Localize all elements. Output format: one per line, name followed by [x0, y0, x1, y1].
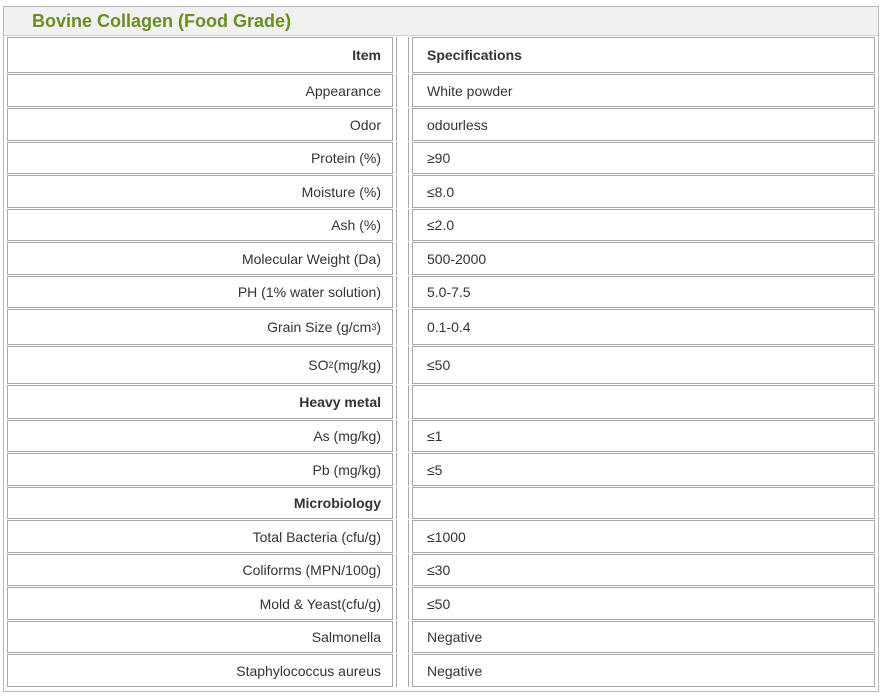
column-gap — [396, 385, 409, 419]
table-row — [0, 621, 885, 653]
row-spec: ≤8.0 — [412, 175, 875, 208]
row-item: Appearance — [7, 74, 393, 107]
section-row — [0, 385, 885, 419]
row-spec: 500-2000 — [412, 242, 875, 275]
table-row — [0, 276, 885, 308]
table-row — [0, 242, 885, 275]
section-row — [0, 487, 885, 519]
table-row — [0, 175, 885, 208]
row-item-text-end: (mg/kg) — [333, 357, 381, 373]
row-item: Moisture (%) — [7, 175, 393, 208]
table-row — [0, 309, 885, 345]
table-row — [0, 554, 885, 586]
table-row — [0, 142, 885, 174]
row-item: Odor — [7, 108, 393, 141]
column-gap — [396, 142, 409, 174]
row-item: Molecular Weight (Da) — [7, 242, 393, 275]
column-gap — [396, 420, 409, 452]
table-row — [0, 74, 885, 107]
section-heading: Microbiology — [7, 487, 393, 519]
row-item: Pb (mg/kg) — [7, 453, 393, 486]
column-gap — [396, 554, 409, 586]
row-spec: ≤50 — [412, 346, 875, 384]
row-spec: ≤5 — [412, 453, 875, 486]
row-spec: ≤30 — [412, 554, 875, 586]
row-item-text: SO — [308, 357, 329, 373]
row-spec: ≤1 — [412, 420, 875, 452]
row-spec: ≥90 — [412, 142, 875, 174]
row-item-text-end: ) — [376, 319, 381, 335]
row-item: Staphylococcus aureus — [7, 654, 393, 687]
column-gap — [396, 242, 409, 275]
row-spec: Negative — [412, 654, 875, 687]
column-gap — [396, 487, 409, 519]
column-gap — [396, 276, 409, 308]
column-gap — [396, 346, 409, 384]
table-row — [0, 520, 885, 553]
column-gap — [396, 108, 409, 141]
row-spec: 0.1-0.4 — [412, 309, 875, 345]
row-spec: ≤2.0 — [412, 209, 875, 241]
row-spec: 5.0-7.5 — [412, 276, 875, 308]
row-spec: ≤1000 — [412, 520, 875, 553]
section-heading: Heavy metal — [7, 385, 393, 419]
table-row — [0, 587, 885, 620]
column-gap — [396, 37, 409, 73]
row-item: Total Bacteria (cfu/g) — [7, 520, 393, 553]
table-row — [0, 108, 885, 141]
column-gap — [396, 520, 409, 553]
row-item: Ash (%) — [7, 209, 393, 241]
column-gap — [396, 309, 409, 345]
row-spec — [412, 385, 875, 419]
row-item: Salmonella — [7, 621, 393, 653]
row-spec — [412, 487, 875, 519]
column-gap — [396, 654, 409, 687]
header-item: Item — [7, 37, 393, 73]
row-spec: Negative — [412, 621, 875, 653]
row-spec: odourless — [412, 108, 875, 141]
page-title: Bovine Collagen (Food Grade) — [32, 11, 292, 31]
row-item: Protein (%) — [7, 142, 393, 174]
header-spec: Specifications — [412, 37, 875, 73]
table-row — [0, 209, 885, 241]
table-row — [0, 420, 885, 452]
table-row — [0, 453, 885, 486]
column-gap — [396, 621, 409, 653]
column-gap — [396, 453, 409, 486]
column-gap — [396, 74, 409, 107]
column-gap — [396, 209, 409, 241]
row-item: As (mg/kg) — [7, 420, 393, 452]
row-spec: ≤50 — [412, 587, 875, 620]
row-item-text: Grain Size (g/cm — [267, 319, 372, 335]
row-item: PH (1% water solution) — [7, 276, 393, 308]
table-row — [0, 346, 885, 384]
row-item: Grain Size (g/cm 3 ) — [7, 309, 393, 345]
row-item: Mold & Yeast(cfu/g) — [7, 587, 393, 620]
column-gap — [396, 587, 409, 620]
row-spec: White powder — [412, 74, 875, 107]
column-gap — [396, 175, 409, 208]
table-header-row — [0, 37, 885, 73]
row-item: SO 2 (mg/kg) — [7, 346, 393, 384]
table-row — [0, 654, 885, 687]
row-item: Coliforms (MPN/100g) — [7, 554, 393, 586]
